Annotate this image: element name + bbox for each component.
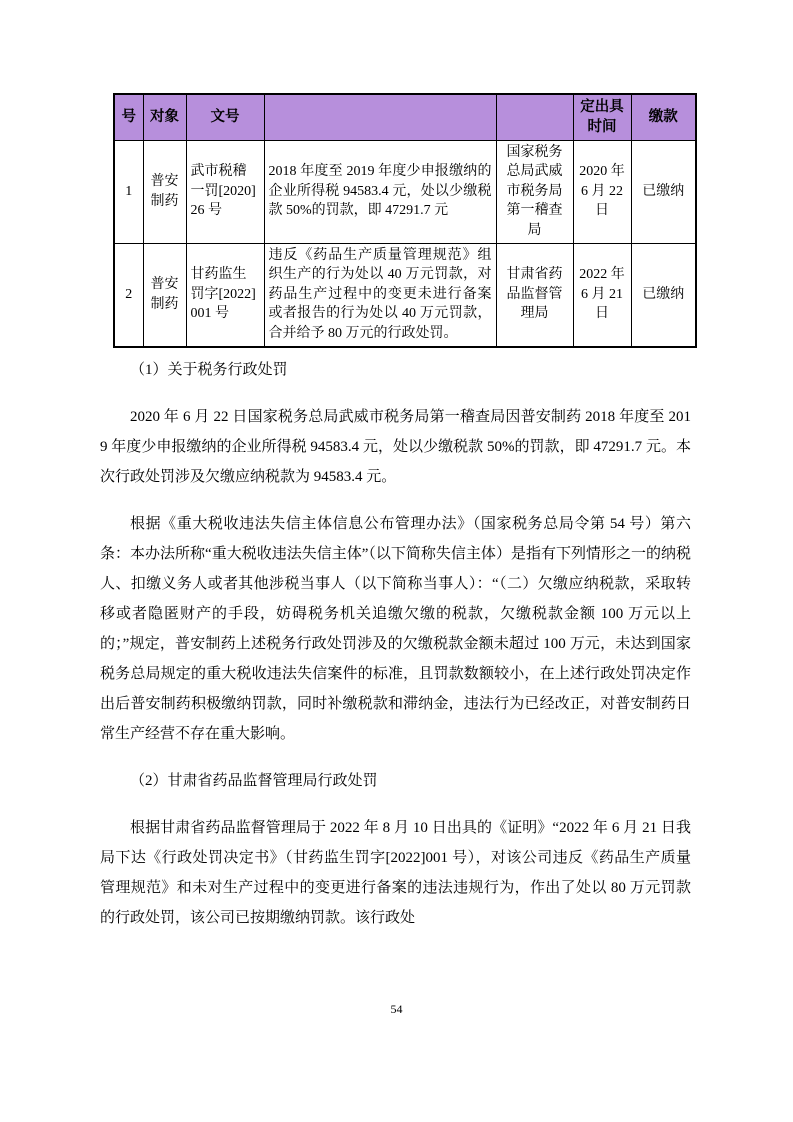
col-header-no: 号: [114, 94, 143, 140]
cell-doc-no: 甘药监生罚字[2022]001 号: [186, 243, 264, 346]
cell-issue-date: 2022 年 6 月 21 日: [573, 243, 631, 346]
section-heading-drug-penalty: （2）甘肃省药品监督管理局行政处罚: [130, 773, 378, 789]
cell-target: 普安制药: [143, 140, 186, 243]
paragraph-tax-penalty-detail: 2020 年 6 月 22 日国家税务总局武威市税务局第一稽查局因普安制药 2018 年度至 2019 年度少申报缴纳的企业所得税 94583.4 元，处以少缴税款 50%的罚款，即 47291.7 元。本次行政处罚涉及欠缴应纳税款为 94583.4 元。: [100, 409, 691, 485]
table-header-row: [114, 94, 696, 140]
col-header-penalty: [264, 94, 496, 140]
cell-no: 1: [114, 140, 143, 243]
paragraph-drug-penalty-detail: 根据甘肃省药品监督管理局于 2022 年 8 月 10 日出具的《证明》“2022 年 6 月 21 日我局下达《行政处罚决定书》（甘药监生罚字[2022]001 号），对该公司违反《药品生产质量管理规范》和未对生产过程中的变更进行备案的违法违规行为，作出了处以 80 万元罚款的行政处罚，该公司已按期缴纳罚款。该行政处: [100, 820, 691, 926]
cell-payment-status: 已缴纳: [631, 243, 696, 346]
table-row: [114, 140, 696, 243]
col-header-authority: [496, 94, 573, 140]
cell-authority: 甘肃省药品监督管理局: [496, 243, 573, 346]
cell-authority: 国家税务总局武威市税务局第一稽查局: [496, 140, 573, 243]
section-heading-tax-penalty: （1）关于税务行政处罚: [130, 362, 288, 378]
cell-payment-status: 已缴纳: [631, 140, 696, 243]
cell-penalty: 2018 年度至 2019 年度少申报缴纳的企业所得税 94583.4 元，处以少缴税款 50%的罚款，即 47291.7 元: [264, 140, 496, 243]
col-header-issue-date: 定出具时间: [573, 94, 631, 140]
col-header-target: 对象: [143, 94, 186, 140]
page-number: 54: [390, 1002, 403, 1016]
cell-doc-no: 武市税稽一罚[2020]26 号: [186, 140, 264, 243]
cell-no: 2: [114, 243, 143, 346]
cell-issue-date: 2020 年 6 月 22 日: [573, 140, 631, 243]
administrative-penalty-table: [113, 93, 697, 348]
paragraph-regulation-analysis: 根据《重大税收违法失信主体信息公布管理办法》（国家税务总局令第 54 号）第六条：本办法所称“重大税收违法失信主体”（以下简称失信主体）是指有下列情形之一的纳税人、扣缴义务人或者其他涉税当事人（以下简称当事人）：“（二）欠缴应纳税款，采取转移或者隐匿财产的手段，妨碍税务机关追缴欠缴的税款，欠缴税款金额 100 万元以上的；”规定，普安制药上述税务行政处罚涉及的欠缴税款金额未超过 100 万元，未达到国家税务总局规定的重大税收违法失信案件的标准，且罚款数额较小，在上述行政处罚决定作出后普安制药积极缴纳罚款，同时补缴税款和滞纳金，违法行为已经改正，对普安制药日常生产经营不存在重大影响。: [100, 516, 691, 742]
document-body: [100, 355, 691, 950]
col-header-doc-no: 文号: [186, 94, 264, 140]
table-row: [114, 243, 696, 346]
cell-target: 普安制药: [143, 243, 186, 346]
col-header-payment: 缴款: [631, 94, 696, 140]
cell-penalty: 违反《药品生产质量管理规范》组织生产的行为处以 40 万元罚款，对药品生产过程中的变更未进行备案或者报告的行为处以 40 万元罚款，合并给予 80 万元的行政处罚。: [264, 243, 496, 346]
